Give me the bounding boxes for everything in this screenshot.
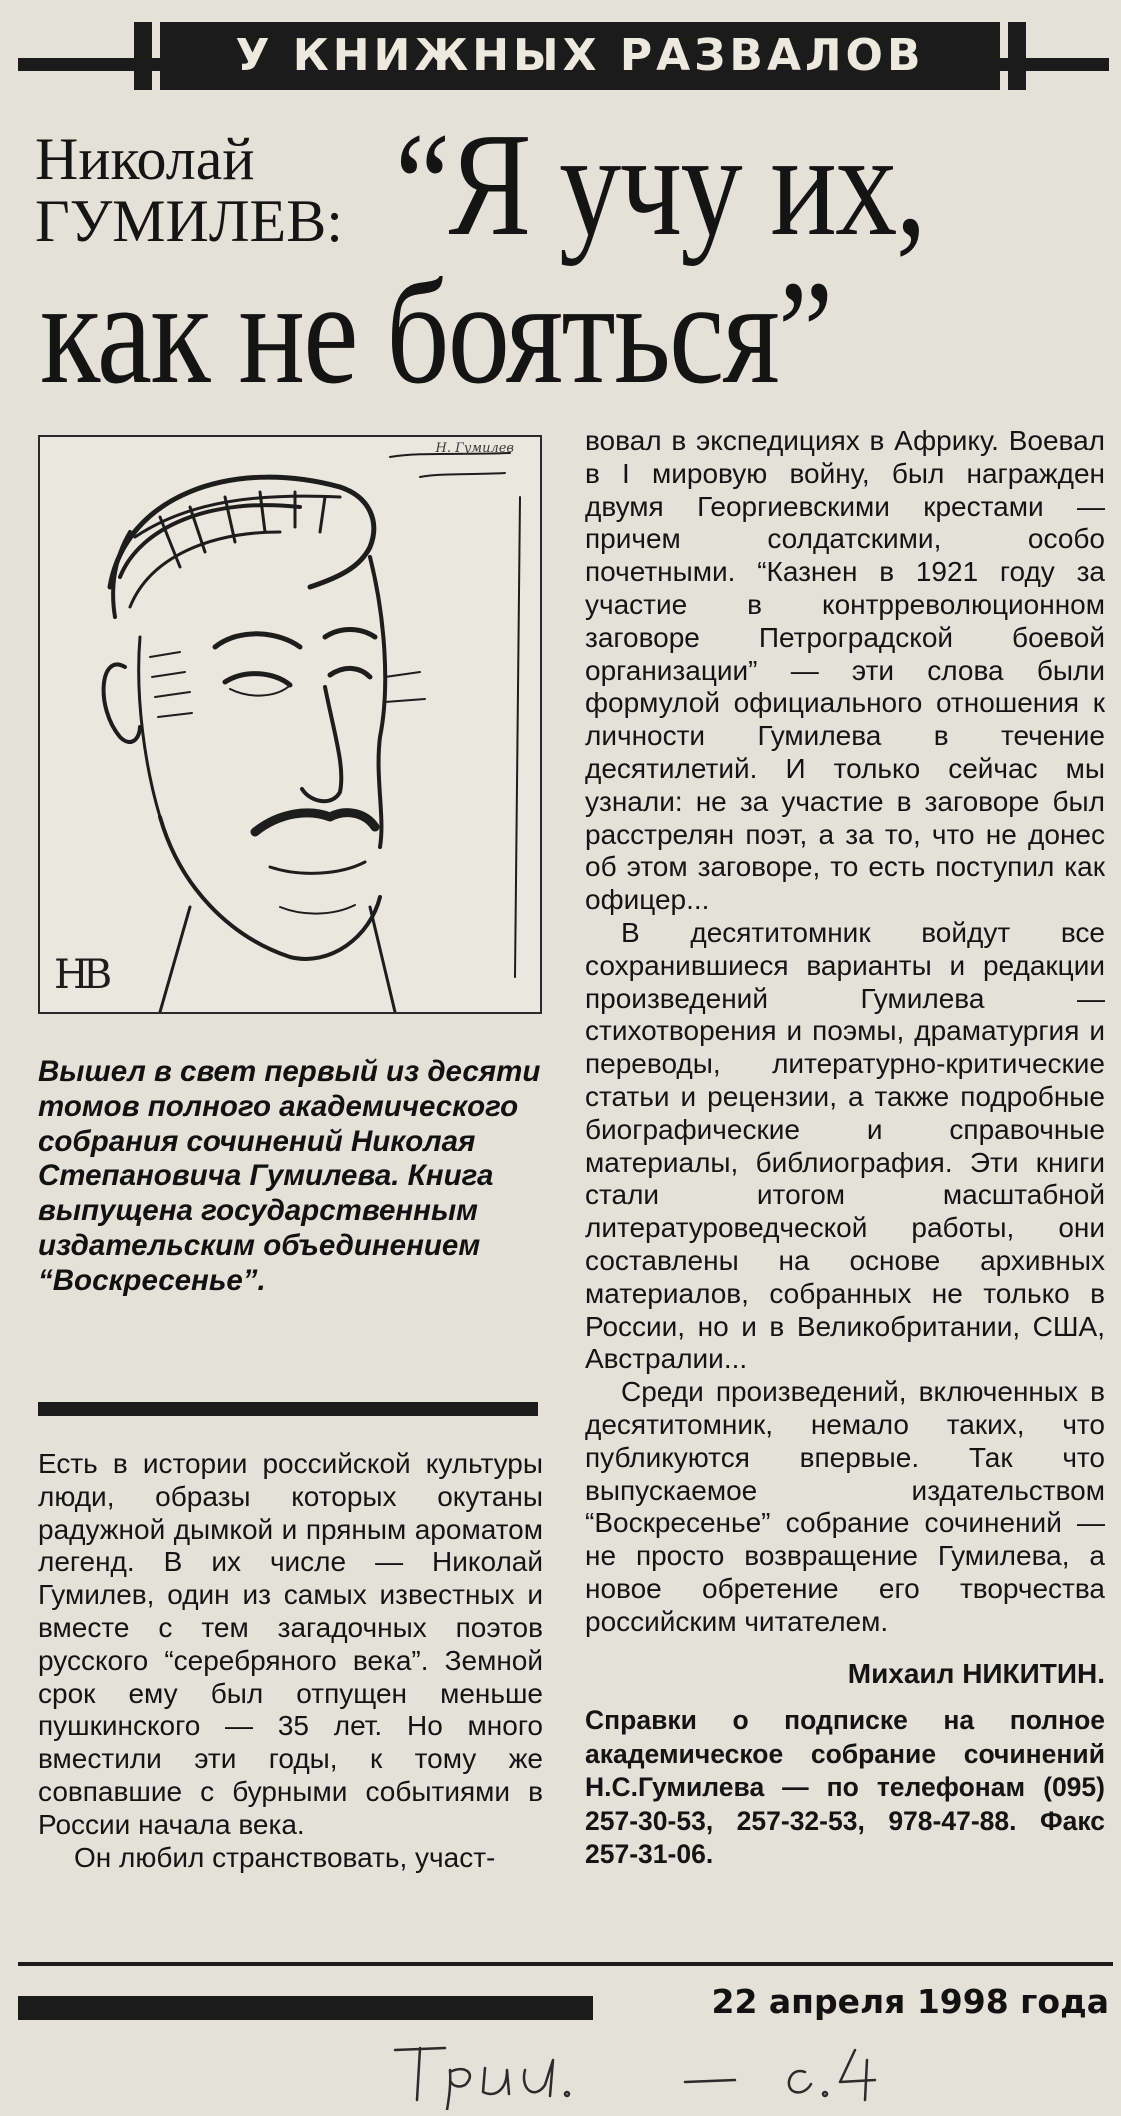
article-paragraph: вовал в экспедициях в Африку. Воевал в I мировую войну, был награжден двумя Георгиевскими крестами — причем солдатскими, особо почетными. “Казнен в 1921 году за участие в контрреволюционном заговоре Петроградской боевой организации” — эти слова были формулой официального отношения к личности Гумилева в течение десятилетий. И только сейчас мы узнали: не за участие в заговоре был расстрелян поэт, а за то, что не донес об этом заговоре, то есть поступил как офицер... xyxy=(585,425,1105,916)
portrait-sketch xyxy=(38,435,542,1014)
headline-author: Николай ГУМИЛЕВ: xyxy=(35,126,343,254)
article-paragraph: Он любил странствовать, участ- xyxy=(74,1841,496,1873)
article-column-left xyxy=(38,1448,543,1874)
handwritten-note xyxy=(385,2030,905,2110)
portrait-scribble: Н. Гумилев xyxy=(435,441,514,456)
article-column-right xyxy=(585,425,1105,1872)
article-author: Михаил НИКИТИН. xyxy=(847,1658,1105,1690)
issue-date: 22 апреля 1998 года xyxy=(711,1982,1109,2021)
portrait-monogram: НВ xyxy=(54,952,107,998)
article-paragraph: Есть в истории российской культуры люди, образы которых окутаны радужной дымкой и пряным ароматом легенд. В их числе — Николай Гумилев, один из самых известных и вместе с тем загадочных поэтов русского “серебряного века”. Земной срок ему был отпущен меньше пушкинского — 35 лет. Но много вместили эти годы, к тому же совпавшие с бурными событиями в России начала века. xyxy=(38,1448,543,1840)
rubric-title: У КНИЖНЫХ РАЗВАЛОВ xyxy=(160,22,1000,90)
article-paragraph: В десятитомник войдут все сохранившиеся варианты и редакции произведений Гумилева — стихотворения и поэмы, драматургия и переводы, литературно-критические статьи и рецензии, а также подробные биографические и справочные материалы, библиография. Эти книги стали итогом масштабной литературоведческой работы, они составлены на основе архивных материалов, собранных не только в России, но и в Великобритании, США, Австралии... xyxy=(585,916,1105,1375)
footer-rule xyxy=(18,1962,1113,1966)
headline-quote-line2: как не бояться” xyxy=(40,251,832,415)
portrait-drawing xyxy=(40,437,540,1012)
handwritten-note-drawing xyxy=(385,2030,905,2110)
footer-bar xyxy=(18,1996,593,2020)
headline-quote-line1: “Я учу их, xyxy=(395,103,926,267)
subscription-note: Справки о подписке на полное академическое собрание сочинений Н.С.Гумилева — по телефонам (095) 257-30-53, 257-32-53, 978-47-88. Факс 257-31-06. xyxy=(585,1705,1105,1870)
article-paragraph: Среди произведений, включенных в десятитомник, немало таких, что публикуются впервые. Так что выпускаемое издательством “Воскресенье” собрание сочинений — не просто возвращение Гумилева, а новое обретение его творчества российским читателем. xyxy=(585,1376,1105,1637)
lead-paragraph: Вышел в свет первый из десяти томов полного академического собрания сочинений Николая Степановича Гумилева. Книга выпущена государственным издательским объединением “Воскресенье”. xyxy=(38,1055,541,1297)
lead-rule xyxy=(38,1402,538,1416)
